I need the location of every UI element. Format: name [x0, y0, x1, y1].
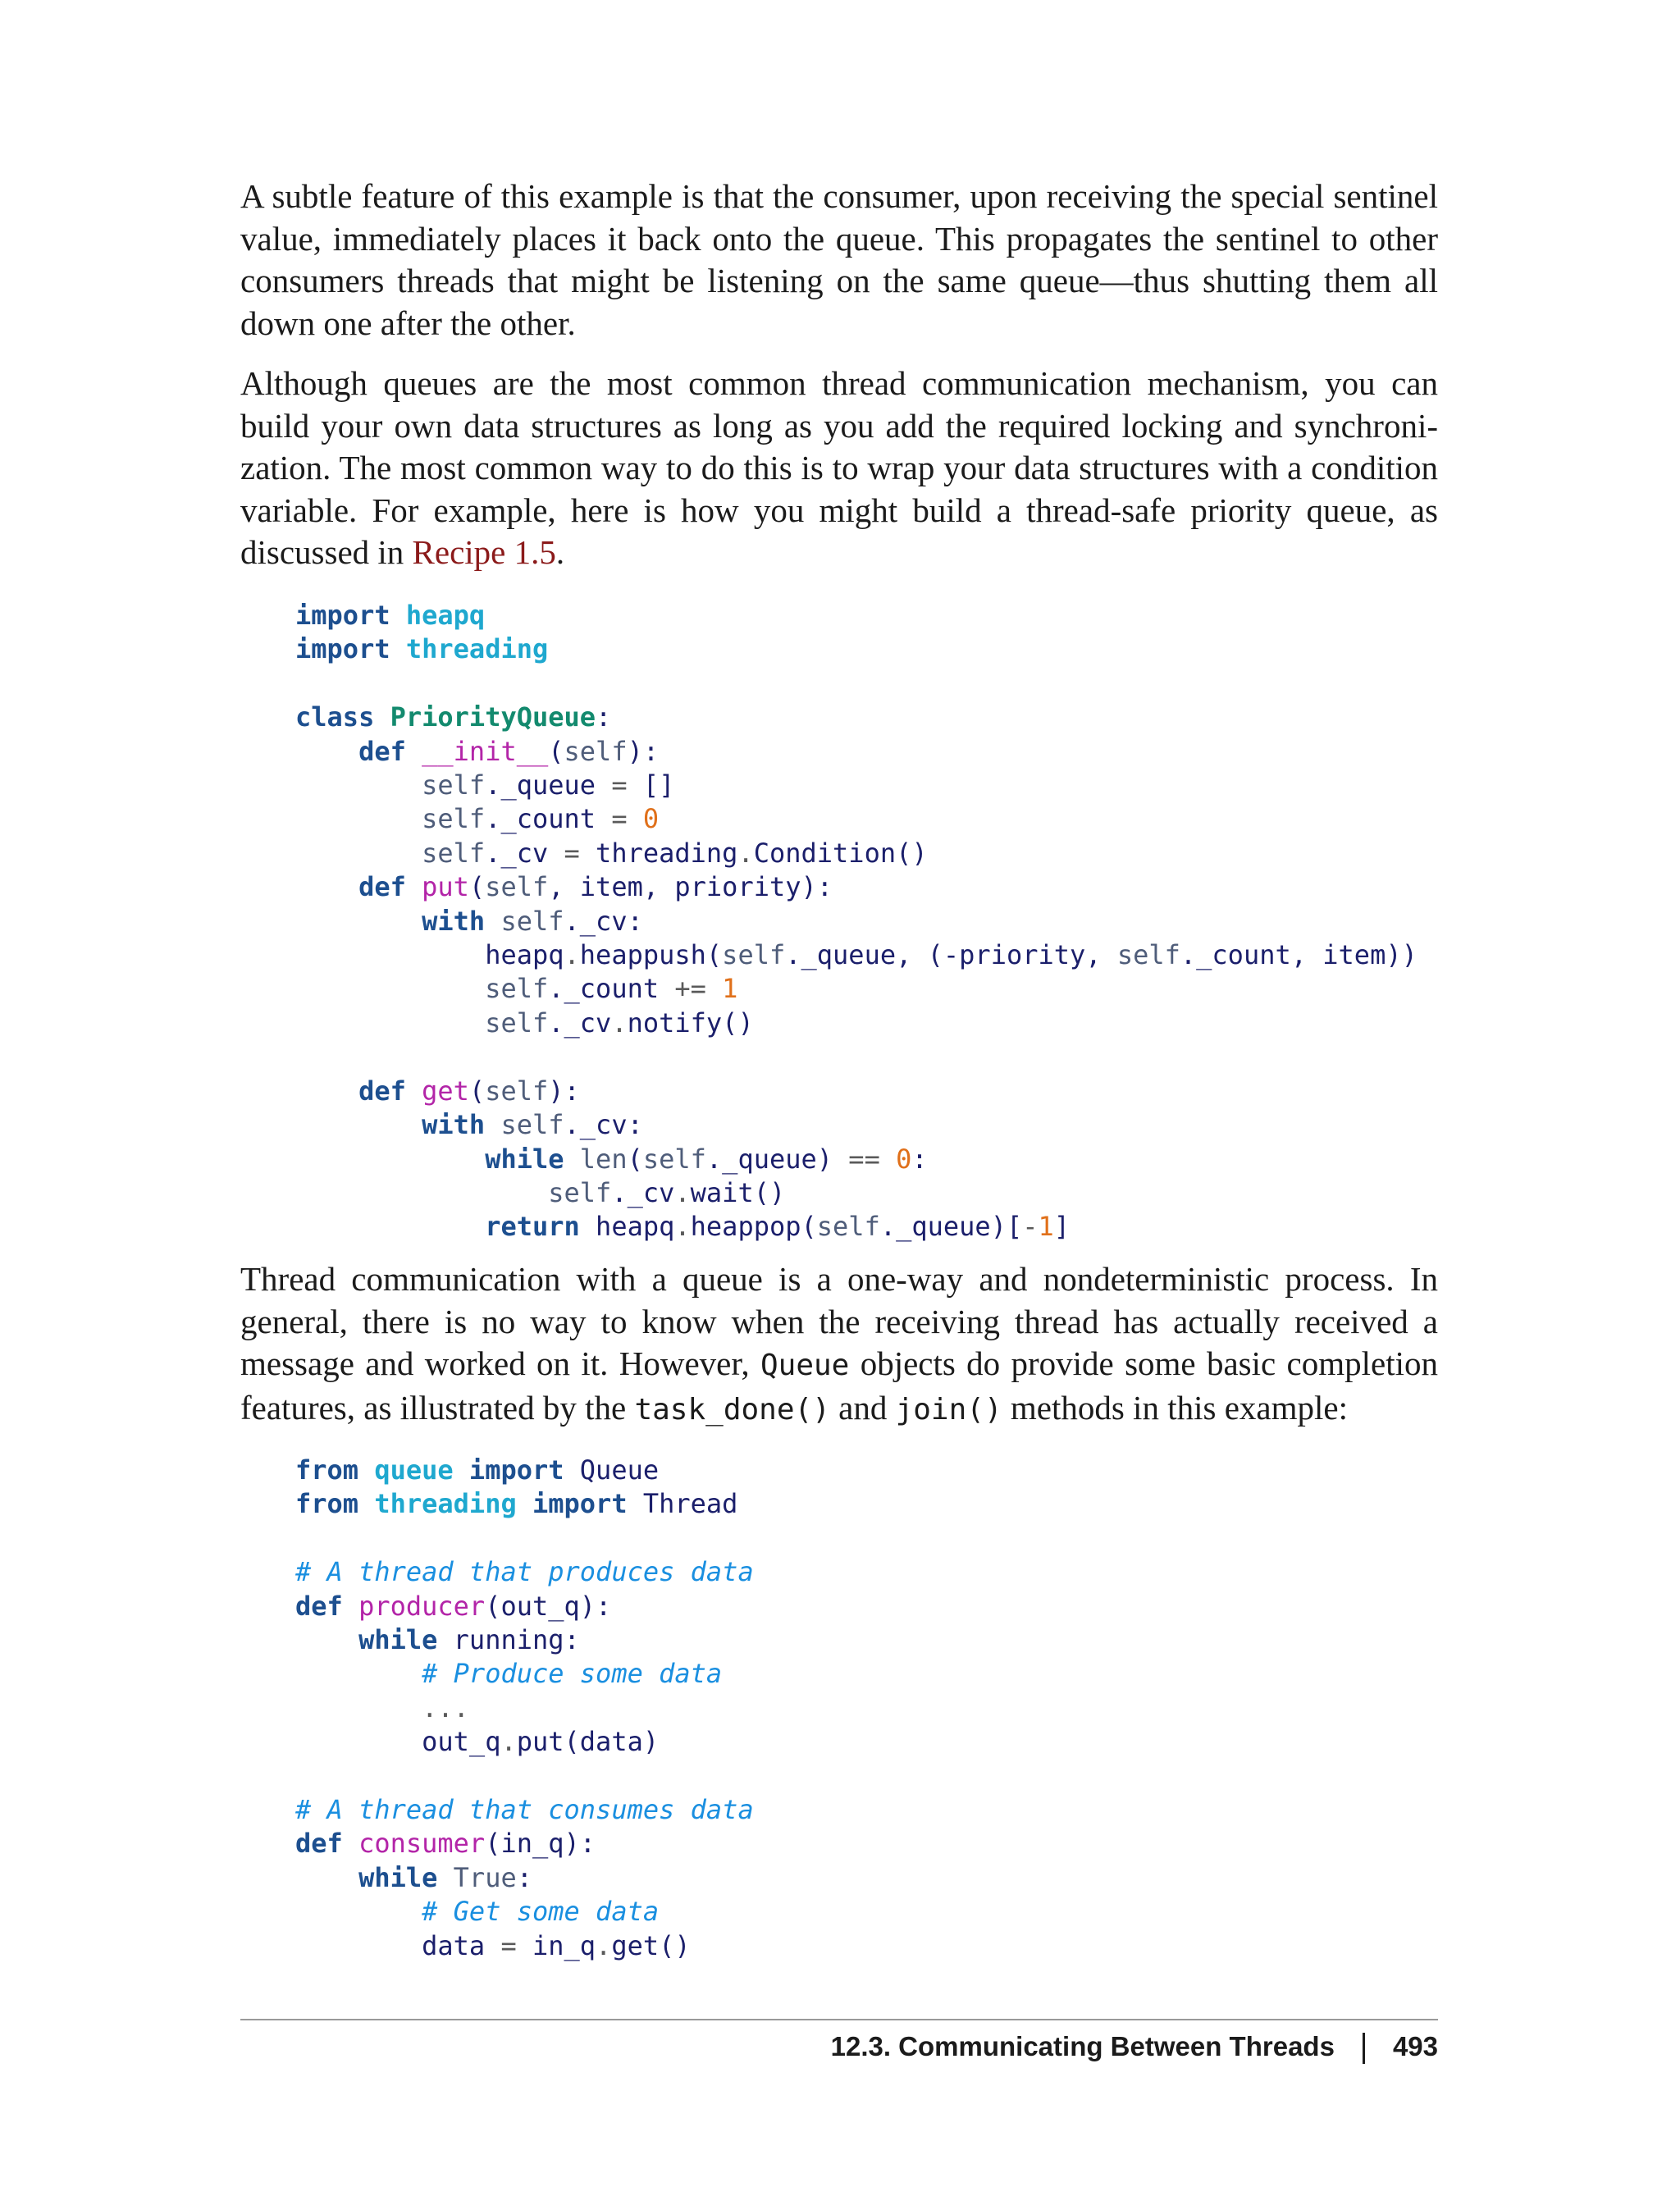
- code-token: ]: [1053, 1211, 1071, 1243]
- code-line: [295, 1930, 691, 1961]
- code-line: [295, 1144, 928, 1175]
- code-token: heapq: [405, 600, 486, 631]
- paragraph-text: objects do provide some basic completion features, as illustrated by the: [240, 1344, 1438, 1427]
- code-token: threading: [374, 1488, 517, 1520]
- code-token: =: [564, 837, 580, 869]
- code-token: self: [816, 1211, 880, 1243]
- code-token: [343, 1828, 358, 1859]
- code-token: []: [627, 769, 675, 801]
- code-line: [295, 906, 643, 937]
- code-token: # A thread that consumes data: [295, 1794, 754, 1826]
- code-token: [517, 1488, 532, 1519]
- code-token: [295, 736, 358, 767]
- code-token: out_q: [295, 1726, 501, 1758]
- code-token: import: [468, 1454, 564, 1486]
- code-line: [295, 871, 833, 902]
- code-token: heappop(: [690, 1211, 817, 1243]
- code-line: [295, 973, 737, 1004]
- code-line: [295, 1109, 643, 1140]
- code-token: self: [500, 1109, 564, 1141]
- code-line: [295, 1862, 532, 1893]
- code-token: .: [500, 1726, 517, 1758]
- code-line: [295, 769, 674, 801]
- code-token: ._count: [485, 803, 612, 835]
- paragraph-custom-structures: [240, 363, 1438, 574]
- code-token: self: [485, 871, 549, 903]
- code-line: [295, 1726, 659, 1757]
- code-line: [295, 1177, 785, 1208]
- code-token: [390, 633, 406, 664]
- code-line: [295, 1591, 611, 1622]
- code-token: from: [295, 1488, 359, 1520]
- code-token: .: [611, 1007, 628, 1039]
- code-token: import: [532, 1488, 628, 1520]
- page-footer: [240, 2026, 1438, 2067]
- code-line: [295, 1828, 596, 1859]
- code-token: ._cv:: [564, 1109, 643, 1141]
- code-token: :: [911, 1143, 928, 1175]
- code-token: =: [611, 769, 628, 801]
- code-token: queue: [374, 1454, 454, 1486]
- code-token: self: [485, 1075, 549, 1107]
- inline-code-join: join(): [895, 1392, 1002, 1427]
- code-line: [295, 1896, 659, 1927]
- code-token: self: [422, 803, 486, 835]
- paragraph-text: Although queues are the most common thread communication mechanism, you can build your own data structures as long as you add the required locking and synchronization. The most common way to do this is to wrap your data structures with a condition variable. For example, here is how you might build a thread-safe priority queue, as discussed in: [240, 364, 1438, 571]
- code-token: put(data): [516, 1726, 660, 1758]
- code-token: (in_q):: [485, 1828, 596, 1860]
- code-token: .: [674, 1176, 691, 1208]
- code-token: heappush(: [579, 939, 723, 971]
- code-token: , item, priority):: [548, 871, 833, 903]
- code-token: 1: [722, 973, 738, 1005]
- code-token: .: [596, 1929, 612, 1961]
- code-token: [295, 1075, 358, 1107]
- code-token: ._cv:: [564, 905, 643, 937]
- code-token: =: [500, 1929, 517, 1961]
- code-token: ._queue: [485, 769, 612, 801]
- code-token: self: [642, 1143, 706, 1175]
- code-token: # A thread that produces data: [295, 1556, 754, 1588]
- code-token: ._cv: [611, 1176, 675, 1208]
- code-line: [295, 939, 1418, 970]
- code-token: return: [485, 1211, 580, 1243]
- code-token: [295, 1658, 422, 1689]
- code-token: self: [548, 1176, 612, 1208]
- code-token: (: [468, 871, 486, 903]
- code-token: [880, 1144, 896, 1175]
- code-token: get(): [611, 1929, 691, 1961]
- code-token: [706, 973, 722, 1004]
- footer-section-title: 12.3. Communicating Between Threads: [830, 2031, 1335, 2061]
- code-token: ._queue, (-priority,: [785, 939, 1117, 971]
- code-token: wait(): [690, 1176, 786, 1208]
- code-token: [295, 973, 485, 1004]
- code-token: producer: [358, 1590, 486, 1622]
- code-token: [295, 769, 422, 801]
- code-token: def: [295, 1828, 343, 1860]
- code-token: self: [564, 735, 628, 767]
- code-token: [295, 871, 358, 902]
- code-token: [437, 1862, 453, 1893]
- code-token: self: [485, 973, 549, 1005]
- code-token: ...: [422, 1691, 469, 1723]
- code-token: [454, 1454, 469, 1486]
- code-token: .: [674, 1211, 691, 1243]
- code-token: import: [295, 600, 390, 631]
- code-token: =: [611, 803, 628, 835]
- code-line: [295, 1658, 722, 1689]
- code-token: [295, 1624, 358, 1655]
- code-token: -: [1022, 1211, 1039, 1243]
- code-line: [295, 633, 548, 664]
- code-token: True: [453, 1861, 517, 1893]
- code-line: [295, 1075, 580, 1107]
- code-token: Condition(): [753, 837, 928, 869]
- code-token: 0: [642, 803, 660, 835]
- code-token: [564, 1144, 580, 1175]
- code-line: [295, 1454, 659, 1486]
- code-line: [295, 1794, 754, 1825]
- code-block-priority-queue: [295, 599, 1418, 1244]
- code-token: class: [295, 701, 375, 733]
- code-line: [295, 1556, 754, 1587]
- code-token: self: [500, 905, 564, 937]
- code-line: [295, 838, 928, 869]
- code-token: [406, 871, 422, 902]
- code-token: (: [548, 735, 564, 767]
- code-block-producer-consumer: [295, 1454, 754, 1963]
- code-token: self: [485, 1007, 549, 1039]
- code-token: [295, 803, 422, 834]
- page-number: 493: [1392, 2031, 1438, 2061]
- code-token: [295, 906, 422, 937]
- code-token: self: [422, 769, 486, 801]
- code-token: [406, 736, 422, 767]
- code-token: in_q: [516, 1929, 596, 1961]
- code-token: (out_q):: [485, 1590, 612, 1622]
- code-token: self: [422, 837, 486, 869]
- code-line: [295, 1692, 469, 1723]
- code-token: with: [422, 905, 486, 937]
- code-token: ._count: [548, 973, 675, 1005]
- code-token: while: [358, 1624, 438, 1656]
- code-token: ==: [848, 1143, 880, 1175]
- code-line: [295, 600, 485, 631]
- code-token: [343, 1591, 358, 1622]
- code-token: while: [485, 1143, 564, 1175]
- inline-code-queue: Queue: [760, 1349, 850, 1382]
- code-token: :: [596, 701, 612, 733]
- code-token: ._cv: [485, 837, 564, 869]
- recipe-link[interactable]: Recipe 1.5: [412, 533, 556, 571]
- paragraph-thread-communication: [240, 1258, 1438, 1431]
- code-token: [295, 1862, 358, 1893]
- code-token: [628, 803, 643, 834]
- code-token: [358, 1488, 374, 1519]
- code-token: while: [358, 1861, 438, 1893]
- code-token: notify(): [627, 1007, 754, 1039]
- code-line: [295, 1211, 1070, 1242]
- code-line: [295, 701, 611, 733]
- code-line: [295, 736, 659, 767]
- code-token: [374, 701, 390, 733]
- code-token: with: [422, 1109, 486, 1141]
- paragraph-text: Thread communication with a queue is a one-way and nondeterministic process. In general, there is no way to know when the receiving thread has actually received a message and worked on it. However,: [240, 1260, 1438, 1382]
- code-token: consumer: [358, 1828, 486, 1860]
- code-token: heapq: [295, 939, 564, 971]
- code-token: .: [737, 837, 754, 869]
- code-token: [485, 1109, 500, 1140]
- code-token: [295, 1144, 485, 1175]
- code-token: (: [627, 1143, 643, 1175]
- code-token: def: [358, 735, 406, 767]
- paragraph-text: methods in this example:: [1002, 1388, 1348, 1427]
- code-token: ._queue)[: [879, 1211, 1023, 1243]
- code-token: [390, 600, 406, 631]
- code-token: ._queue): [705, 1143, 849, 1175]
- code-token: ):: [548, 1075, 580, 1107]
- code-token: [295, 838, 422, 869]
- code-token: # Get some data: [422, 1896, 660, 1928]
- code-token: self: [722, 939, 786, 971]
- code-token: (: [468, 1075, 486, 1107]
- code-token: from: [295, 1454, 359, 1486]
- code-token: # Produce some data: [422, 1658, 723, 1690]
- code-token: .: [564, 939, 580, 971]
- code-token: def: [295, 1590, 343, 1622]
- code-token: [295, 1692, 422, 1723]
- code-token: [295, 1896, 422, 1927]
- code-token: PriorityQueue: [390, 701, 596, 733]
- code-token: :: [516, 1861, 532, 1893]
- code-token: heapq: [579, 1211, 675, 1243]
- code-token: [406, 1075, 422, 1107]
- code-line: [295, 803, 659, 834]
- inline-code-task-done: task_done(): [634, 1392, 830, 1427]
- code-token: ._cv: [548, 1007, 612, 1039]
- code-token: put: [422, 871, 469, 903]
- code-token: def: [358, 871, 406, 903]
- code-token: ):: [627, 735, 660, 767]
- footer-rule: [240, 2019, 1438, 2020]
- code-token: 1: [1038, 1211, 1054, 1243]
- footer-separator: [1363, 2033, 1365, 2064]
- code-token: get: [422, 1075, 469, 1107]
- code-token: [358, 1454, 374, 1486]
- code-token: Queue: [564, 1454, 660, 1486]
- code-token: [295, 1211, 485, 1242]
- code-token: def: [358, 1075, 406, 1107]
- code-token: [295, 1109, 422, 1140]
- code-token: import: [295, 633, 390, 665]
- code-token: running:: [437, 1624, 580, 1656]
- code-token: +=: [674, 973, 706, 1005]
- paragraph-text: .: [555, 533, 565, 571]
- code-line: [295, 1488, 737, 1519]
- code-token: Thread: [627, 1488, 738, 1520]
- code-token: [295, 1177, 548, 1208]
- code-token: threading: [579, 837, 738, 869]
- code-token: self: [1116, 939, 1180, 971]
- paragraph-text: and: [829, 1388, 896, 1427]
- code-token: __init__: [422, 735, 549, 767]
- paragraph-sentinel: A subtle feature of this example is that the consumer, upon receiving the special sentinel value, immediately places it back onto the queue. This propagates the sentinel to other consumers threads that might be listening on the same queue—thus shutting them all down one after the other.: [240, 177, 1438, 342]
- code-token: [295, 1007, 485, 1039]
- code-line: [295, 1007, 754, 1039]
- code-token: [485, 906, 500, 937]
- code-token: len: [579, 1143, 628, 1175]
- code-token: 0: [896, 1143, 912, 1175]
- code-token: ._count, item)): [1180, 939, 1418, 971]
- code-token: threading: [405, 633, 549, 665]
- code-line: [295, 1624, 580, 1655]
- code-token: data: [295, 1929, 501, 1961]
